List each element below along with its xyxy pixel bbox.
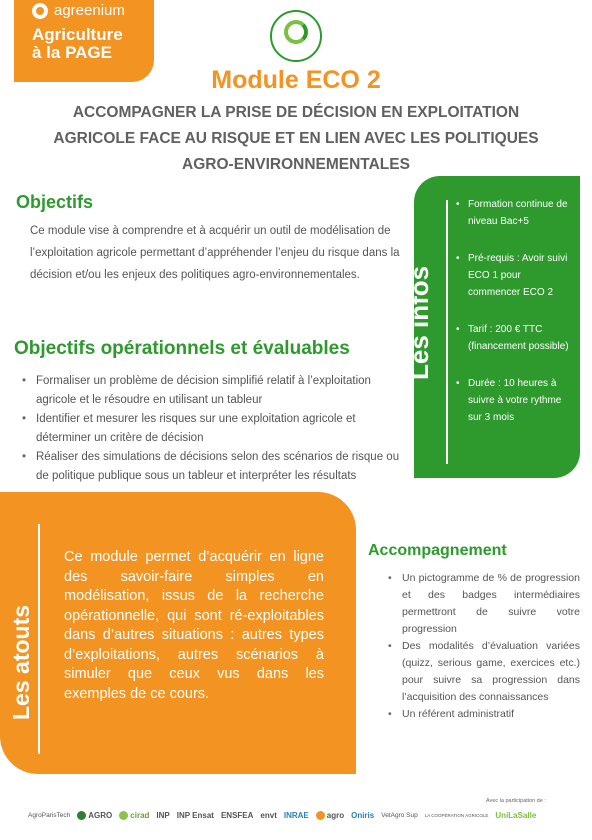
- partner-note: Avec la participation de :: [486, 798, 546, 804]
- list-item: • Formation continue de niveau Bac+5: [454, 196, 574, 230]
- atouts-label: Les atouts: [8, 604, 34, 720]
- infos-list: [454, 196, 574, 426]
- accompagnement-heading: Accompagnement: [368, 542, 507, 559]
- partner-logos: [28, 800, 568, 830]
- page-subtitle: ACCOMPAGNER LA PRISE DE DÉCISION EN EXPLOITATION AGRICOLE FACE AU RISQUE ET EN LIEN AVEC LES POLITIQUES AGRO-ENVIRONNEMENTALES: [53, 104, 539, 173]
- list-item: • Formaliser un problème de décision simplifié relatif à l’exploitation agricole et le résoudre en utilisant un tableur: [20, 372, 412, 410]
- cirad-logo: cirad: [119, 811, 149, 820]
- list-item: • Un pictogramme de % de progression et des badges intermédiaires permettront de suivre votre progression: [386, 570, 580, 638]
- objectifs-ops-list: [20, 372, 412, 486]
- agriculture-page-seal-icon: [270, 10, 322, 62]
- agro-logo: AGRO: [77, 811, 112, 820]
- oniris-logo: Oniris: [351, 810, 375, 820]
- infos-divider: [446, 200, 448, 464]
- brand-subtitle: Agriculture à la PAGE: [32, 25, 123, 62]
- inp-ensat-logo: INP Ensat: [176, 810, 214, 820]
- list-item: • Tarif : 200 € TTC (financement possible): [454, 321, 574, 355]
- agroparistech-logo: AgroParisTech: [28, 811, 71, 819]
- list-item: • Un référent administratif: [386, 706, 580, 723]
- envt-logo: envt: [260, 810, 277, 820]
- objectifs-text: Ce module vise à comprendre et à acquérir un outil de modélisation de l’exploitation agricole permettant d’appréhender l’enjeu du risque dans la décision et/ou les enjeux des politiques agro-environnementales.: [30, 225, 400, 281]
- atouts-text: Ce module permet d’acquérir en ligne des savoir-faire simples en modélisation, issus de la recherche opérationnelle, qui sont ré-exploitables dans d’autres situations : autres types d’exploitations, autres scénarios à simuler que ceux vus dans les exemples de ce cours.: [64, 549, 324, 702]
- accompagnement-list: [386, 570, 580, 723]
- inrae-logo: INRAE: [283, 810, 309, 820]
- ensfea-logo: ENSFEA: [220, 810, 254, 820]
- list-item: • Durée : 10 heures à suivre à votre rythme sur 3 mois: [454, 375, 574, 426]
- agro-institut-logo: agro: [316, 811, 344, 820]
- agreenium-logo: [32, 2, 125, 19]
- infos-label: Les infos: [404, 265, 434, 380]
- atouts-divider: [38, 524, 40, 754]
- objectifs-ops-heading: Objectifs opérationnels et évaluables: [14, 338, 350, 359]
- inp-logo: INP: [156, 810, 170, 820]
- agreenium-icon: [32, 3, 48, 19]
- cooperation-agricole-logo: LA COOPÉRATION AGRICOLE: [424, 812, 489, 818]
- list-item: • Identifier et mesurer les risques sur une exploitation agricole et déterminer un critère de décision: [20, 410, 412, 448]
- vetagro-sup-logo: VetAgro Sup: [381, 811, 418, 819]
- page-title: Module ECO 2: [211, 66, 381, 94]
- list-item: • Pré-requis : Avoir suivi ECO 1 pour commencer ECO 2: [454, 250, 574, 301]
- list-item: • Réaliser des simulations de décisions selon des scénarios de risque ou de politique publique sous un tableur et interpréter les résultats: [20, 448, 412, 486]
- list-item: • Des modalités d’évaluation variées (quizz, serious game, exercices etc.) pour suivre sa progression dans l’acquisition des connaissances: [386, 638, 580, 706]
- objectifs-heading: Objectifs: [16, 192, 94, 212]
- brand-name: agreenium: [54, 2, 125, 19]
- unilasalle-logo: UniLaSalle: [495, 810, 537, 820]
